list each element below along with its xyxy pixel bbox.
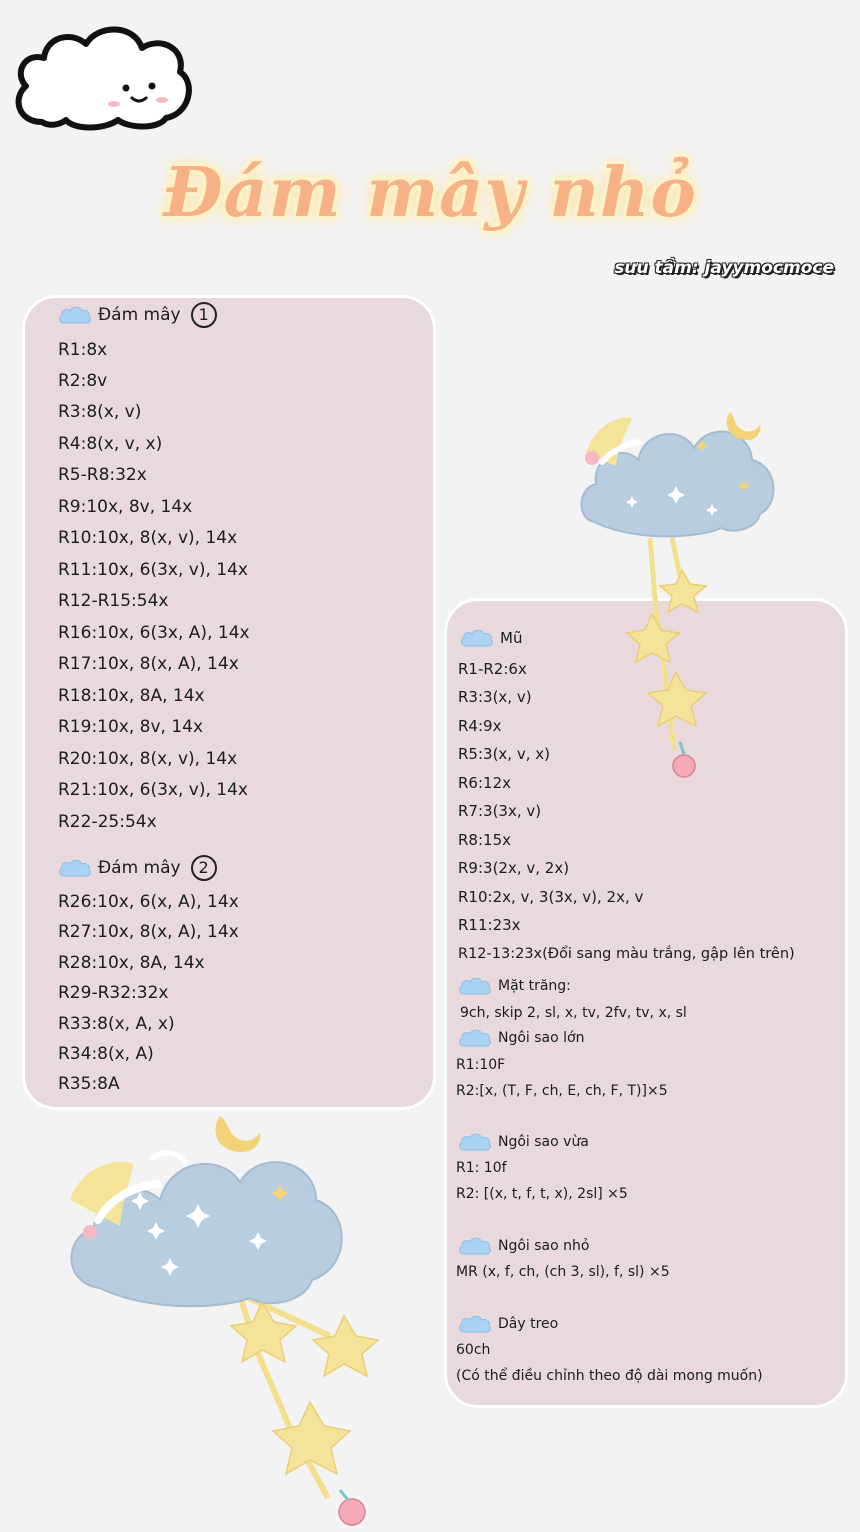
pattern-row: R9:3(2x, v, 2x) <box>458 859 570 877</box>
pattern-row: R27:10x, 8(x, A), 14x <box>58 922 239 942</box>
section-heading-cloud-1 <box>58 302 217 328</box>
pattern-row: R6:12x <box>458 774 511 792</box>
section-number: 1 <box>191 302 217 328</box>
credit-text: sưu tầm: jayymocmoce <box>614 258 834 278</box>
section-label: Đám mây <box>98 858 181 878</box>
pattern-row: R34:8(x, A) <box>58 1044 154 1064</box>
pattern-row: R5-R8:32x <box>58 465 147 485</box>
pattern-row: R20:10x, 8(x, v), 14x <box>58 749 238 769</box>
pattern-row: R28:10x, 8A, 14x <box>58 953 205 973</box>
pattern-row: R18:10x, 8A, 14x <box>58 686 205 706</box>
pattern-row: R26:10x, 6(x, A), 14x <box>58 892 239 912</box>
pattern-row: R2:[x, (T, F, ch, E, ch, F, T)]×5 <box>456 1083 668 1099</box>
section-heading-mid-star <box>458 1131 589 1153</box>
pattern-row: R7:3(3x, v) <box>458 802 542 820</box>
pattern-row: R3:8(x, v) <box>58 402 142 422</box>
cloud-emoji-icon <box>58 305 92 325</box>
cloud-emoji-icon <box>458 1236 492 1256</box>
pattern-row: R1:8x <box>58 340 108 360</box>
pattern-row: R12-R15:54x <box>58 591 169 611</box>
pattern-row: R4:9x <box>458 717 502 735</box>
pattern-row: R10:10x, 8(x, v), 14x <box>58 528 238 548</box>
cloud-emoji-icon <box>458 976 492 996</box>
section-label: Ngôi sao vừa <box>498 1134 589 1150</box>
pattern-row: R19:10x, 8v, 14x <box>58 717 204 737</box>
pattern-row: R1-R2:6x <box>458 660 527 678</box>
cloud-emoji-icon <box>460 628 494 648</box>
page-title: Đám mây nhỏ <box>163 153 697 233</box>
section-heading-string <box>458 1313 558 1335</box>
pattern-row: R29-R32:32x <box>58 983 169 1003</box>
pattern-row: R3:3(x, v) <box>458 688 532 706</box>
pattern-row: R9:10x, 8v, 14x <box>58 497 193 517</box>
pattern-row: 60ch <box>456 1342 491 1358</box>
pattern-row: R2:8v <box>58 371 108 391</box>
crochet-cloud-photo <box>60 1108 400 1530</box>
section-label: Ngôi sao nhỏ <box>498 1238 590 1254</box>
pattern-row: R1: 10f <box>456 1160 507 1176</box>
section-label: Mặt trăng: <box>498 978 571 994</box>
cloud-emoji-icon <box>458 1314 492 1334</box>
section-number: 2 <box>191 855 217 881</box>
section-label: Đám mây <box>98 305 181 325</box>
section-label: Mũ <box>500 629 523 647</box>
section-heading-moon <box>458 975 571 997</box>
section-label: Dây treo <box>498 1316 559 1332</box>
section-heading-cloud-2 <box>58 855 217 881</box>
pattern-row: R2: [(x, t, f, t, x), 2sl] ×5 <box>456 1186 628 1202</box>
pattern-row: (Có thể điều chỉnh theo độ dài mong muốn) <box>456 1368 763 1384</box>
pattern-row: R4:8(x, v, x) <box>58 434 163 454</box>
cloud-emoji-icon <box>458 1028 492 1048</box>
pattern-row: 9ch, skip 2, sl, x, tv, 2fv, tv, x, sl <box>460 1005 687 1021</box>
crochet-cloud-photo <box>572 400 792 785</box>
section-heading-small-star <box>458 1235 589 1257</box>
pattern-row: R16:10x, 6(3x, A), 14x <box>58 623 250 643</box>
pattern-row: R33:8(x, A, x) <box>58 1014 175 1034</box>
pattern-row: R35:8A <box>58 1074 120 1094</box>
pattern-row: R5:3(x, v, x) <box>458 745 550 763</box>
pattern-row: R12-13:23x(Đổi sang màu trắng, gập lên trên) <box>458 946 795 962</box>
cloud-emoji-icon <box>58 858 92 878</box>
pattern-row: R17:10x, 8(x, A), 14x <box>58 654 239 674</box>
section-heading-hat <box>460 627 522 649</box>
pattern-row: R11:10x, 6(3x, v), 14x <box>58 560 248 580</box>
section-heading-big-star <box>458 1027 584 1049</box>
pattern-row: R11:23x <box>458 916 521 934</box>
pattern-row: R21:10x, 6(3x, v), 14x <box>58 780 248 800</box>
pattern-row: MR (x, f, ch, (ch 3, sl), f, sl) ×5 <box>456 1264 670 1280</box>
cloud-sticker-icon <box>8 18 194 134</box>
section-label: Ngôi sao lớn <box>498 1030 585 1046</box>
cloud-emoji-icon <box>458 1132 492 1152</box>
pattern-row: R1:10F <box>456 1057 506 1073</box>
pattern-row: R8:15x <box>458 831 511 849</box>
pattern-row: R22-25:54x <box>58 812 157 832</box>
pattern-row: R10:2x, v, 3(3x, v), 2x, v <box>458 888 644 906</box>
